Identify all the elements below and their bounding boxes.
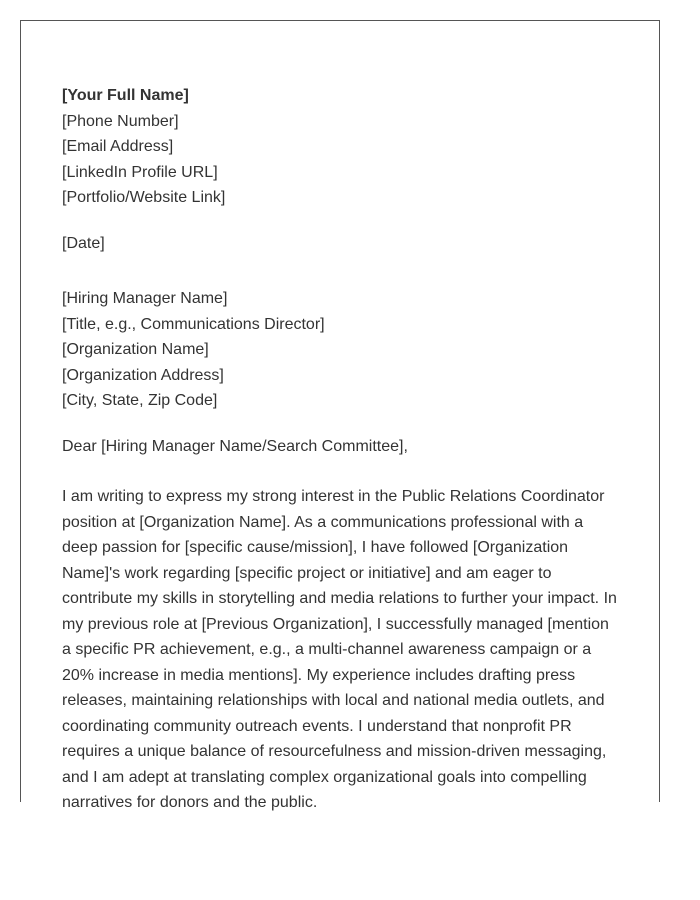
spacer — [62, 459, 622, 484]
body-paragraph: I am writing to express my strong interest in the Public Relations Coordinator position at [Organization Name]. As a communications professional with a deep passion for [specific cause/mission], I have followed [Organization Name]'s work regarding [specific project or initiative] and am eager to contribute my skills in storytelling and media relations to further your impact. In my previous role at [Previous Organization], I successfully managed [mention a specific PR achievement, e.g., a multi-channel awareness campaign or a 20% increase in media mentions]. My experience includes drafting press releases, maintaining relationships with local and national media outlets, and coordinating community outreach events. I understand that nonprofit PR requires a unique balance of resourcefulness and mission-driven messaging, and I am adept at translating complex organizational goals into compelling narratives for donors and the public. — [62, 488, 617, 811]
salutation: Dear [Hiring Manager Name/Search Committee], — [62, 437, 408, 455]
spacer — [62, 211, 622, 231]
recipient-title: [Title, e.g., Communications Director] — [62, 315, 325, 333]
recipient-address: [Organization Address] — [62, 366, 224, 384]
letter-page — [20, 20, 660, 811]
sender-email: [Email Address] — [62, 138, 174, 155]
recipient-city-state-zip: [City, State, Zip Code] — [62, 392, 218, 409]
spacer — [62, 414, 622, 434]
spacer — [62, 256, 622, 286]
sender-block — [62, 83, 622, 211]
letter-content — [62, 83, 622, 816]
sender-full-name: [Your Full Name] — [62, 87, 189, 104]
sender-phone: [Phone Number] — [62, 112, 179, 130]
recipient-name: [Hiring Manager Name] — [62, 290, 228, 307]
letter-date: [Date] — [62, 234, 105, 252]
recipient-organization: [Organization Name] — [62, 341, 209, 358]
sender-linkedin: [LinkedIn Profile URL] — [62, 163, 218, 181]
recipient-block — [62, 286, 622, 414]
sender-portfolio: [Portfolio/Website Link] — [62, 189, 226, 206]
